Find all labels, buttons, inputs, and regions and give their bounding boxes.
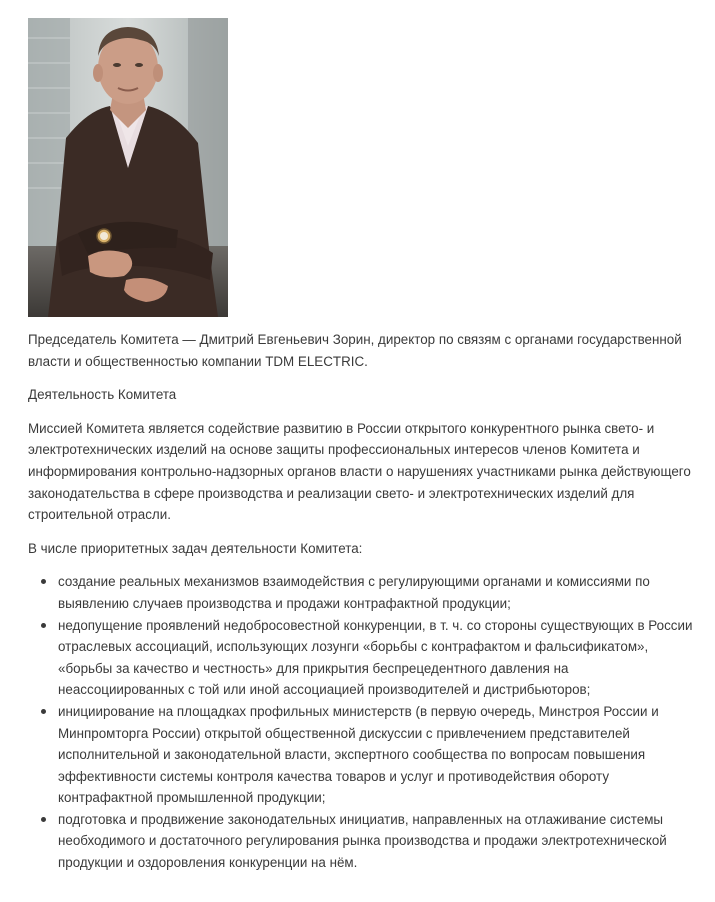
mission-text: Миссией Комитета является содействие развитию в России открытого конкурентного рынка свето- и электротехнических изделий на основе защиты профессиональных интересов членов Комитета и информирования контрольно-надзорных органов власти о нарушениях участниками рынка действующего законодательства в сфере производства и реализации свето- и электротехнических изделий для строительной отрасли.	[28, 420, 691, 523]
section-heading: Деятельность Комитета	[28, 387, 177, 403]
list-item: недопущение проявлений недобросовестной конкуренции, в т. ч. со стороны существующих в России отраслевых ассоциаций, использующих лозунги «борьбы с контрафактом и фальсификатом», «борьбы за качество и честность» для прикрытия беспрецедентного давления на неассоциированных с той или иной ассоциацией производителей и дистрибьюторов;	[58, 615, 696, 701]
list-item: создание реальных механизмов взаимодействия с регулирующими органами и комиссиями по выявлению случаев производства и продажи контрафактной продукции;	[58, 571, 696, 614]
tasks-list	[28, 571, 696, 873]
list-item: подготовка и продвижение законодательных инициатив, направленных на отлаживание системы необходимого и достаточного регулирования рынка производства и продажи электротехнической продукции и оздоровления конкуренции на нём.	[58, 809, 696, 874]
chairman-intro-text: Председатель Комитета — Дмитрий Евгеньевич Зорин, директор по связям с органами государственной власти и общественностью компании TDM ELECTRIC.	[28, 332, 682, 369]
chairman-portrait-photo	[28, 18, 228, 317]
article-content	[28, 18, 696, 874]
tasks-intro-text: В числе приоритетных задач деятельности Комитета:	[28, 540, 363, 556]
list-item: инициирование на площадках профильных министерств (в первую очередь, Минстроя России и Минпромторга России) открытой общественной дискуссии с привлечением представителей исполнительной и законодательной власти, экспертного сообщества по вопросам повышения эффективности системы контроля качества товаров и услуг и противодействия обороту контрафактной промышленной продукции;	[58, 701, 696, 809]
